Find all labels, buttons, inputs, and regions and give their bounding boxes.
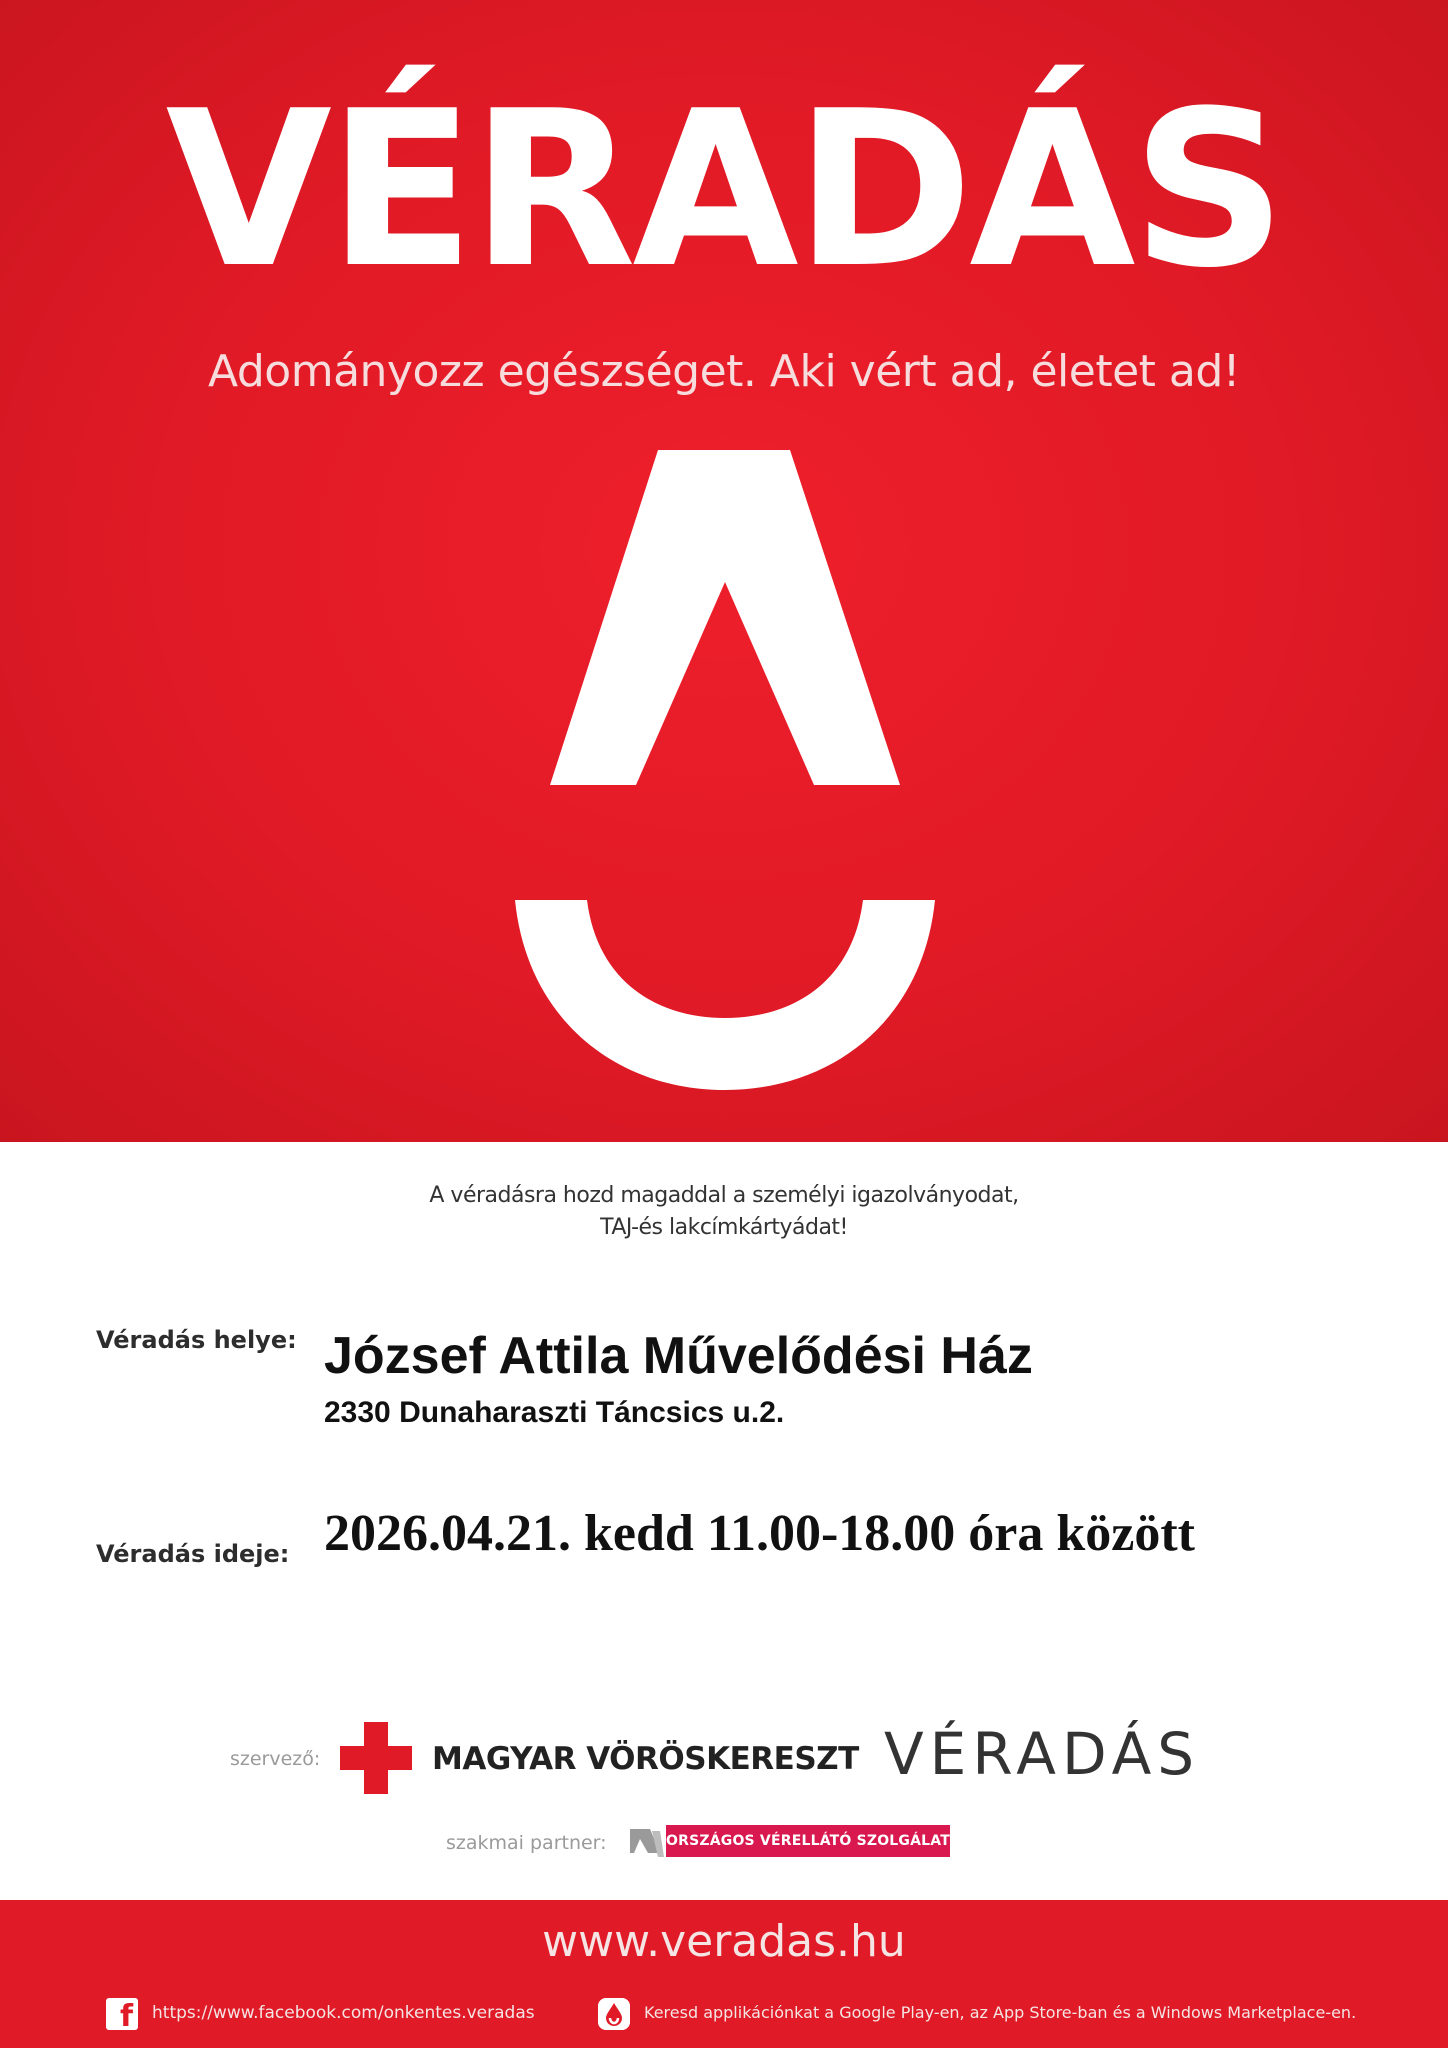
venue-label: Véradás helye: bbox=[96, 1326, 297, 1354]
documents-notice bbox=[0, 1180, 1448, 1244]
organizer-name: MAGYAR VÖRÖSKERESZT bbox=[432, 1741, 859, 1777]
app-store-text: Keresd applikációnkat a Google Play-en, az App Store-ban és a Windows Marketplace-en. bbox=[644, 2003, 1357, 2022]
facebook-icon: f bbox=[106, 1998, 138, 2030]
footer-bar bbox=[0, 1900, 1448, 2048]
partner-label: szakmai partner: bbox=[446, 1832, 607, 1854]
event-time: 2026.04.21. kedd 11.00-18.00 óra között bbox=[324, 1505, 1195, 1562]
notice-line-2: TAJ-és lakcímkártyádat! bbox=[600, 1214, 848, 1240]
red-cross-icon bbox=[340, 1722, 412, 1794]
facebook-link[interactable]: https://www.facebook.com/onkentes.veradas bbox=[152, 2003, 535, 2023]
hero-title: VÉRADÁS bbox=[165, 64, 1283, 315]
hand-drop-icon bbox=[626, 1823, 666, 1863]
venue-name: József Attila Művelődési Ház bbox=[324, 1327, 1033, 1385]
veradas-logo-text: VÉRADÁS bbox=[884, 1720, 1201, 1788]
blood-drop-smile-icon bbox=[515, 450, 935, 1090]
veradas-logo bbox=[884, 1718, 1220, 1804]
organizer-label: szervező: bbox=[230, 1748, 321, 1770]
website-link[interactable]: www.veradas.hu bbox=[542, 1916, 906, 1967]
venue-address: 2330 Dunaharaszti Táncsics u.2. bbox=[324, 1396, 785, 1429]
app-drop-icon bbox=[598, 1998, 630, 2030]
time-label: Véradás ideje: bbox=[96, 1540, 290, 1568]
hero-subtitle: Adományozz egészséget. Aki vért ad, életet ad! bbox=[208, 346, 1240, 397]
partner-badge: ORSZÁGOS VÉRELLÁTÓ SZOLGÁLAT bbox=[666, 1825, 950, 1857]
notice-line-1: A véradásra hozd magaddal a személyi igazolványodat, bbox=[429, 1183, 1019, 1208]
